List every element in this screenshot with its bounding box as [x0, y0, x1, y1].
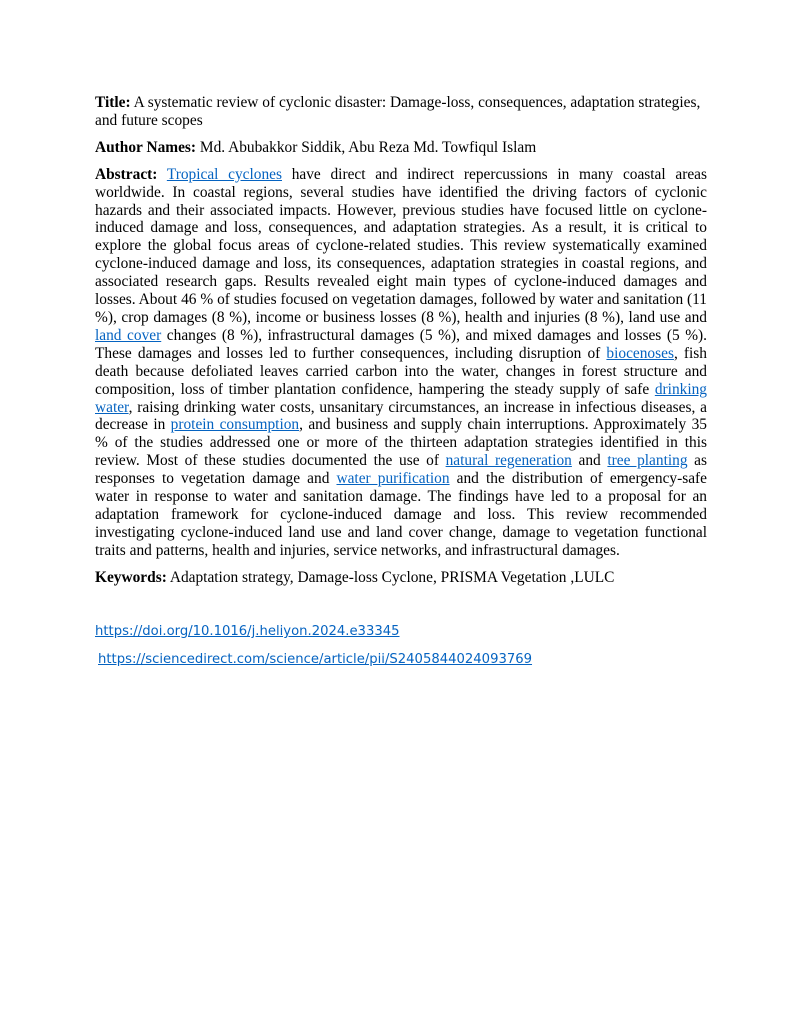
title-text: A systematic review of cyclonic disaster: Damage-loss, consequences, adaptation strategies, and future scopes: [95, 94, 701, 129]
abstract-text-0: [157, 166, 166, 183]
abstract-label: Abstract:: [95, 165, 158, 183]
title-paragraph: [95, 94, 707, 130]
sciencedirect-link[interactable]: https://sciencedirect.com/science/article/pii/S2405844024093769: [98, 652, 533, 667]
title-label: Title:: [95, 94, 131, 111]
link-protein-consumption[interactable]: protein consumption: [170, 416, 300, 434]
abstract-paragraph: [95, 166, 707, 560]
abstract-text-7: as responses to vegetation damage and: [95, 452, 707, 488]
link-water-purification[interactable]: water purification: [336, 470, 450, 488]
abstract-text-5: , and business and supply chain interruptions. Approximately 35 % of the studies addressed one or more of the thirteen adaptation strategies identified in this review. Most of these studies documented the use of: [95, 416, 707, 470]
link-natural-regeneration[interactable]: natural regeneration: [445, 452, 572, 470]
keywords-text: Adaptation strategy, Damage-loss Cyclone, PRISMA Vegetation ,LULC: [166, 568, 615, 586]
link-drinking-water[interactable]: drinking water: [95, 380, 707, 416]
keywords-paragraph: [95, 569, 707, 587]
link-biocenoses[interactable]: biocenoses: [606, 344, 674, 362]
abstract-text-3: , fish death because defoliated leaves carried carbon into the water, changes in forest structure and composition, loss of timber plantation confidence, hampering the steady supply of safe: [95, 344, 707, 398]
reference-links: [95, 624, 532, 667]
link-tropical-cyclones[interactable]: Tropical cyclones: [166, 165, 282, 183]
link-tree-planting[interactable]: tree planting: [607, 452, 688, 470]
doi-link[interactable]: https://doi.org/10.1016/j.heliyon.2024.e33345: [95, 624, 400, 639]
authors-label: Author Names:: [95, 138, 197, 156]
abstract-text-1: have direct and indirect repercussions in many coastal areas worldwide. In coastal regions, several studies have identified the driving factors of cyclonic hazards and their associated impacts. However, previous studies have focused little on cyclone-induced damage and loss, consequences, and adaptation strategies. As a result, it is critical to explore the global focus areas of cyclone-related studies. This review systematically examined cyclone-induced damage and loss, its consequences, adaptation strategies in coastal regions, and associated research gaps. Results revealed eight main types of cyclone-induced damages and losses. About 46 % of studies focused on vegetation damages, followed by water and sanitation (11 %), crop damages (8 %), income or business losses (8 %), health and injuries (8 %), land use and: [95, 165, 707, 326]
authors-paragraph: [95, 139, 707, 157]
abstract-text-4: , raising drinking water costs, unsanitary circumstances, an increase in infectious diseases, a decrease in: [95, 398, 707, 434]
abstract-text-8: and the distribution of emergency-safe water in response to water and sanitation damage. The findings have led to a proposal for an adaptation framework for cyclone-induced damage and loss. This review recommended investigating cyclone-induced land use and land cover change, damage to vegetation functional traits and patterns, health and injuries, service networks, and infrastructural damages.: [95, 470, 707, 559]
keywords-label: Keywords:: [95, 568, 167, 586]
document-body: [95, 94, 707, 587]
abstract-text-6: and: [571, 452, 608, 470]
link-land-cover[interactable]: land cover: [95, 326, 162, 344]
authors-text: Md. Abubakkor Siddik, Abu Reza Md. Towfiqul Islam: [196, 138, 537, 156]
abstract-text-2: changes (8 %), infrastructural damages (5 %), and mixed damages and losses (5 %). These damages and losses led to further consequences, including disruption of: [95, 326, 707, 362]
